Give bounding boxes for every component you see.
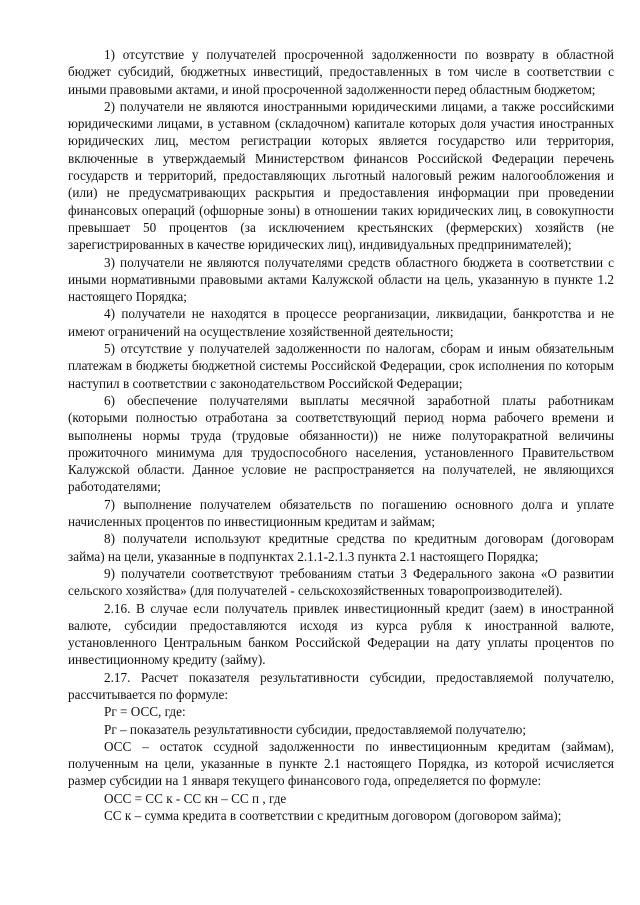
paragraph-2-16: 2.16. В случае если получатель привлек инвестиционный кредит (заем) в иностранной валюте, субсидии предоставляются исходя из курса рубля к иностранной валюте, установленного Центральным банком Российской Федерации на дату уплаты процентов по инвестиционному кредиту (займу).: [68, 600, 614, 668]
paragraph-8: 8) получатели используют кредитные средства по кредитным договорам (договорам займа) на цели, указанные в подпунктах 2.1.1-2.1.3 пункта 2.1 настоящего Порядка;: [68, 531, 614, 564]
document-page: [68, 46, 614, 824]
paragraph-1: 1) отсутствие у получателей просроченной задолженности по возврату в областной бюджет субсидий, бюджетных инвестиций, предоставленных в том числе в соответствии с иными правовыми актами, и иной просроченной задолженности перед областным бюджетом;: [68, 47, 614, 97]
paragraph-2: 2) получатели не являются иностранными юридическими лицами, а также российскими юридическими лицами, в уставном (складочном) капитале которых доля участия иностранных юридических лиц, местом регистрации которых является государство или территория, включенные в утверждаемый Министерством финансов Российской Федерации перечень государств и территорий, предоставляющих льготный налоговый режим налогообложения и (или) не предусматривающих раскрытия и предоставления информации при проведении финансовых операций (офшорные зоны) в отношении таких юридических лиц, в совокупности превышает 50 процентов (за исключением крестьянских (фермерских) хозяйств (не зарегистрированных в качестве юридических лиц), индивидуальных предпринимателей);: [68, 98, 614, 253]
paragraph-2-17: 2.17. Расчет показателя результативности субсидии, предоставляемой получателю, рассчитывается по формуле:: [68, 669, 614, 702]
paragraph-9: 9) получатели соответствуют требованиям статьи 3 Федерального закона «О развитии сельского хозяйства» (для получателей - сельскохозяйственных товаропроизводителей).: [68, 565, 614, 599]
paragraph-7: 7) выполнение получателем обязательств по погашению основного долга и уплате начисленных процентов по инвестиционным кредитам и займам;: [68, 496, 614, 530]
formula-rg: Рг = ОСС, где:: [104, 704, 186, 720]
definition-oss: ОСС – остаток ссудной задолженности по инвестиционным кредитам (займам), полученным на цели, указанные в пункте 2.1 настоящего Порядка, из которой исчисляется размер субсидии на 1 января текущего финансового года, определяется по формуле:: [68, 738, 614, 789]
formula-oss: ОСС = СС к - СС кн – СС п , где: [104, 790, 287, 806]
paragraph-5: 5) отсутствие у получателей задолженности по налогам, сборам и иным обязательным платежам в бюджеты бюджетной системы Российской Федерации, срок исполнения по которым наступил в соответствии с законодательством Российской Федерации;: [68, 341, 614, 391]
paragraph-4: 4) получатели не находятся в процессе реорганизации, ликвидации, банкротства и не имеют ограничений на осуществление хозяйственной деятельности;: [68, 306, 614, 339]
paragraph-6: 6) обеспечение получателями выплаты месячной заработной платы работникам (которыми полностью отработана за соответствующий период норма рабочего времени и выполнены нормы труда (трудовые обязанности)) не ниже полуторакратной величины прожиточного минимума для трудоспособного населения, установленного Правительством Калужской области. Данное условие не распространяется на получателей, не являющихся работодателями;: [68, 392, 614, 495]
paragraph-3: 3) получатели не являются получателями средств областного бюджета в соответствии с иными нормативными правовыми актами Калужской области на цель, указанную в пункте 1.2 настоящего Порядка;: [68, 254, 614, 305]
definition-ssk: СС к – сумма кредита в соответствии с кредитным договором (договором займа);: [104, 808, 562, 824]
definition-rg: Рг – показатель результативности субсидии, предоставляемой получателю;: [104, 721, 527, 737]
